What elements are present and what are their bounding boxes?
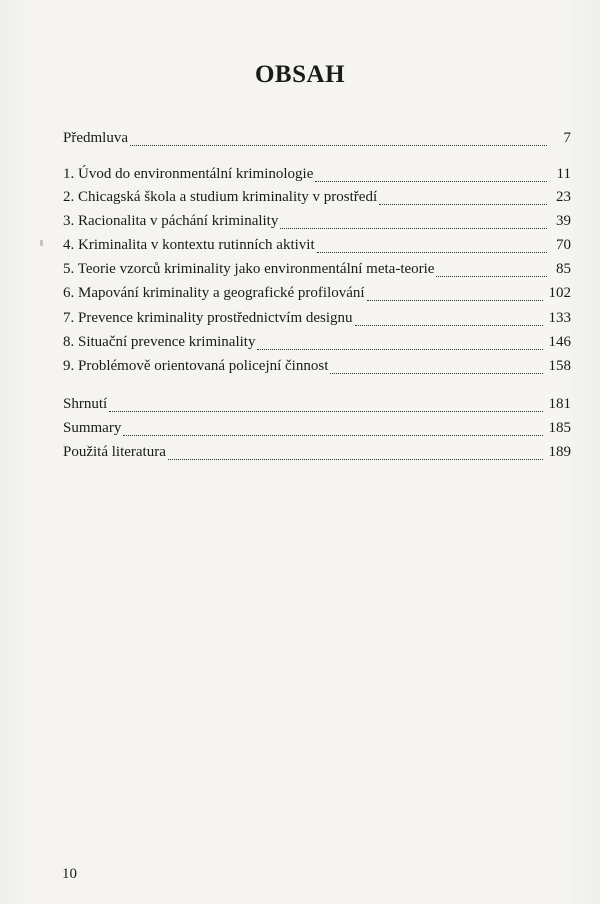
toc-entry-label: Předmluva bbox=[63, 130, 128, 146]
toc-entry-label: 7. Prevence kriminality prostřednictvím designu bbox=[63, 310, 353, 326]
toc-leader-dots bbox=[330, 373, 542, 374]
toc-entry-page: 70 bbox=[556, 237, 571, 253]
page-number: 10 bbox=[62, 866, 77, 882]
toc-entry-page: 102 bbox=[548, 285, 571, 301]
toc-leader-dots bbox=[109, 411, 542, 412]
toc-leader-dots bbox=[355, 325, 543, 326]
margin-mark bbox=[40, 240, 43, 246]
toc-entry-page: 181 bbox=[548, 396, 571, 412]
toc-leader-dots bbox=[379, 204, 547, 205]
toc-entry-page: 7 bbox=[563, 130, 571, 146]
toc-entry-label: Použitá literatura bbox=[63, 444, 166, 460]
toc-entry-page: 189 bbox=[548, 444, 571, 460]
contents-heading: OBSAH bbox=[254, 61, 346, 88]
toc-entry-page: 158 bbox=[548, 358, 571, 374]
toc-leader-dots bbox=[315, 181, 547, 182]
toc-entry-summary-en[interactable] bbox=[63, 420, 571, 440]
toc-entry-chapter-2[interactable] bbox=[63, 189, 571, 209]
toc-entry-label: 9. Problémově orientovaná policejní činnost bbox=[63, 358, 329, 374]
toc-entry-label: 4. Kriminalita v kontextu rutinních aktivit bbox=[63, 237, 315, 253]
toc-entry-label: 6. Mapování kriminality a geografické profilování bbox=[63, 285, 365, 301]
toc-entry-chapter-1[interactable] bbox=[63, 166, 571, 186]
toc-leader-dots bbox=[168, 459, 543, 460]
toc-entry-page: 133 bbox=[548, 310, 571, 326]
toc-entry-summary-cz[interactable] bbox=[63, 396, 571, 416]
toc-leader-dots bbox=[123, 435, 542, 436]
toc-entry-chapter-8[interactable] bbox=[63, 334, 571, 354]
toc-entry-label: 5. Teorie vzorců kriminality jako environmentální meta-teorie bbox=[63, 261, 435, 277]
toc-entry-chapter-3[interactable] bbox=[63, 213, 571, 233]
toc-entry-page: 85 bbox=[556, 261, 571, 277]
toc-entry-label: 1. Úvod do environmentální kriminologie bbox=[63, 166, 314, 182]
toc-entry-chapter-7[interactable] bbox=[63, 310, 571, 330]
toc-entry-page: 185 bbox=[548, 420, 571, 436]
toc-leader-dots bbox=[130, 145, 547, 146]
toc-entry-page: 146 bbox=[548, 334, 571, 350]
toc-entry-chapter-9[interactable] bbox=[63, 358, 571, 378]
toc-entry-label: 2. Chicagská škola a studium kriminality v prostředí bbox=[63, 189, 378, 205]
toc-leader-dots bbox=[317, 252, 547, 253]
toc-entry-label: 8. Situační prevence kriminality bbox=[63, 334, 256, 350]
toc-entry-page: 11 bbox=[556, 166, 571, 182]
toc-entry-chapter-5[interactable] bbox=[63, 261, 571, 281]
toc-leader-dots bbox=[367, 300, 543, 301]
toc-entry-preface[interactable] bbox=[63, 130, 571, 150]
toc-entry-page: 23 bbox=[556, 189, 571, 205]
toc-entry-chapter-4[interactable] bbox=[63, 237, 571, 257]
toc-entry-label: 3. Racionalita v páchání kriminality bbox=[63, 213, 279, 229]
toc-leader-dots bbox=[280, 228, 547, 229]
toc-entry-chapter-6[interactable] bbox=[63, 285, 571, 305]
toc-leader-dots bbox=[436, 276, 547, 277]
toc-leader-dots bbox=[257, 349, 542, 350]
toc-entry-page: 39 bbox=[556, 213, 571, 229]
toc-entry-label: Shrnutí bbox=[63, 396, 108, 412]
toc-entry-bibliography[interactable] bbox=[63, 444, 571, 464]
toc-entry-label: Summary bbox=[63, 420, 122, 436]
table-of-contents bbox=[63, 0, 571, 904]
